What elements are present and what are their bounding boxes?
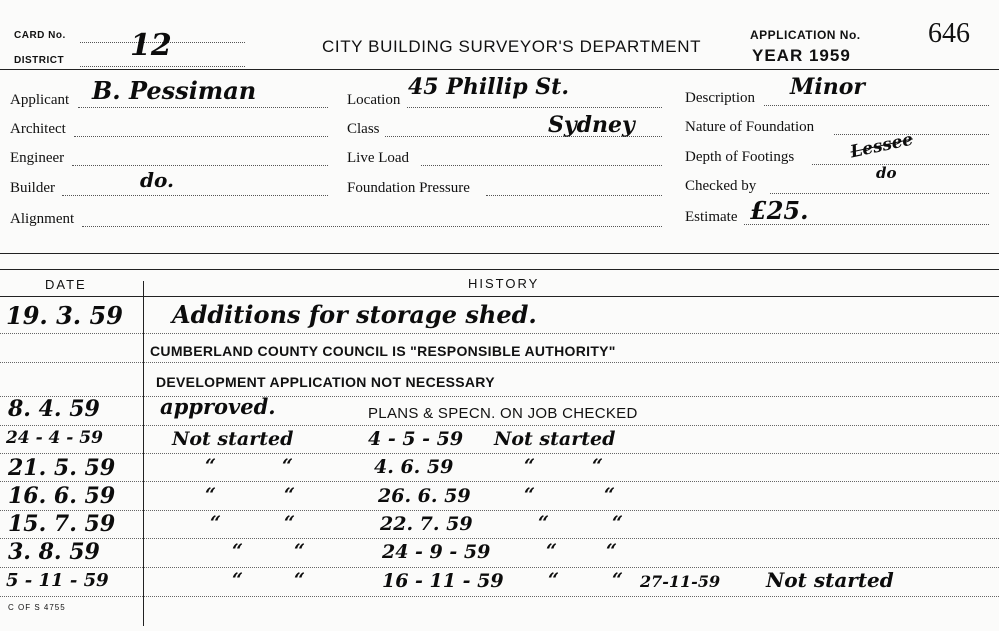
architect-leader [74, 136, 328, 137]
history-entry: 27-11-59 [640, 572, 721, 591]
class-value: Sydney [548, 112, 635, 138]
location-label: Location [347, 92, 401, 108]
history-date: 8. 4. 59 [8, 396, 100, 422]
builder-value: do. [140, 168, 174, 192]
foundation-pressure-leader [486, 195, 662, 196]
year-label: YEAR 1959 [752, 46, 851, 65]
ditto-mark: “ [294, 540, 305, 562]
row-line [0, 596, 999, 597]
builder-leader [62, 195, 328, 196]
header-rule [0, 69, 999, 70]
ditto-mark: “ [612, 569, 623, 591]
description-label: Description [685, 90, 755, 106]
location-value: 45 Phillip St. [408, 74, 569, 100]
live-load-leader [421, 165, 662, 166]
row-line [0, 481, 999, 482]
ditto-mark: “ [210, 512, 221, 534]
district-leader [80, 66, 245, 67]
history-date: 16. 6. 59 [8, 483, 116, 509]
history-date: 24 - 4 - 59 [6, 428, 103, 448]
ditto-mark: “ [524, 484, 535, 506]
architect-label: Architect [10, 121, 66, 137]
history-date: 15. 7. 59 [8, 511, 116, 537]
history-entry: 22. 7. 59 [380, 513, 473, 535]
row-line [0, 510, 999, 511]
history-entry: Not started [172, 428, 294, 450]
history-column-header: HISTORY [468, 276, 540, 291]
applicant-leader [78, 107, 328, 108]
nature-of-foundation-label: Nature of Foundation [685, 119, 815, 135]
ditto-mark: “ [592, 455, 603, 477]
ditto-mark: “ [205, 455, 216, 477]
ditto-mark: “ [205, 484, 216, 506]
ditto-mark: “ [284, 512, 295, 534]
ditto-mark: “ [232, 569, 243, 591]
checked-by-leader [770, 193, 989, 194]
history-date: 21. 5. 59 [8, 455, 116, 481]
estimate-label: Estimate [685, 209, 738, 225]
row-line [0, 396, 999, 397]
application-no-value: 646 [928, 18, 970, 49]
ditto-mark: “ [604, 484, 615, 506]
fields-rule-top [0, 253, 999, 254]
applicant-label: Applicant [10, 92, 70, 108]
ditto-mark: “ [524, 455, 535, 477]
depth-of-footings-label: Depth of Footings [685, 149, 795, 165]
history-date: 3. 8. 59 [8, 539, 100, 565]
history-entry: 24 - 9 - 59 [382, 541, 491, 563]
row-line [0, 425, 999, 426]
checked-by-value: do [876, 164, 897, 182]
ditto-mark: “ [294, 569, 305, 591]
district-label: DISTRICT [14, 55, 65, 66]
ditto-mark: “ [548, 569, 559, 591]
history-entry: 26. 6. 59 [378, 485, 471, 507]
engineer-label: Engineer [10, 150, 65, 166]
history-stamp: CUMBERLAND COUNTY COUNCIL IS "RESPONSIBLE AUTHORITY" [150, 343, 616, 359]
table-header-rule [0, 296, 999, 297]
ditto-mark: “ [232, 540, 243, 562]
ditto-mark: “ [546, 540, 557, 562]
form-code: C OF S 4755 [8, 603, 66, 612]
applicant-value: B. Pessiman [92, 76, 257, 105]
estimate-value: £25. [750, 196, 809, 225]
foundation-pressure-label: Foundation Pressure [347, 180, 470, 196]
depth-of-footings-value: Lessee [848, 129, 915, 163]
card-no-label: CARD No. [14, 30, 66, 41]
history-typed-entry: PLANS & SPECN. ON JOB CHECKED [368, 405, 638, 422]
row-line [0, 538, 999, 539]
history-entry: Additions for storage shed. [172, 300, 537, 329]
row-line [0, 333, 999, 334]
engineer-leader [72, 165, 328, 166]
history-date: 5 - 11 - 59 [6, 570, 109, 591]
history-entry: approved. [160, 394, 276, 419]
ditto-mark: “ [538, 512, 549, 534]
class-label: Class [347, 121, 380, 137]
history-entry: 4. 6. 59 [374, 456, 454, 478]
history-entry: 16 - 11 - 59 [382, 570, 504, 592]
alignment-label: Alignment [10, 211, 75, 227]
checked-by-label: Checked by [685, 178, 757, 194]
live-load-label: Live Load [347, 150, 410, 166]
history-entry: Not started [766, 568, 894, 592]
district-value: 12 [130, 28, 172, 63]
description-leader [764, 105, 989, 106]
date-column-header: DATE [45, 277, 87, 292]
history-entry: Not started [494, 428, 616, 450]
history-date: 19. 3. 59 [6, 301, 123, 330]
description-value: Minor [790, 74, 865, 100]
history-entry: 4 - 5 - 59 [368, 428, 464, 450]
ditto-mark: “ [284, 484, 295, 506]
row-line [0, 362, 999, 363]
alignment-leader [82, 226, 662, 227]
ditto-mark: “ [606, 540, 617, 562]
ditto-mark: “ [612, 512, 623, 534]
builder-label: Builder [10, 180, 55, 196]
department-title: CITY BUILDING SURVEYOR'S DEPARTMENT [322, 37, 702, 56]
history-stamp: DEVELOPMENT APPLICATION NOT NECESSARY [156, 374, 495, 390]
location-leader [407, 107, 662, 108]
depth-of-footings-leader [812, 164, 989, 165]
row-line [0, 453, 999, 454]
fields-rule-bottom [0, 269, 999, 270]
application-no-label: APPLICATION No. [750, 28, 861, 42]
ditto-mark: “ [282, 455, 293, 477]
